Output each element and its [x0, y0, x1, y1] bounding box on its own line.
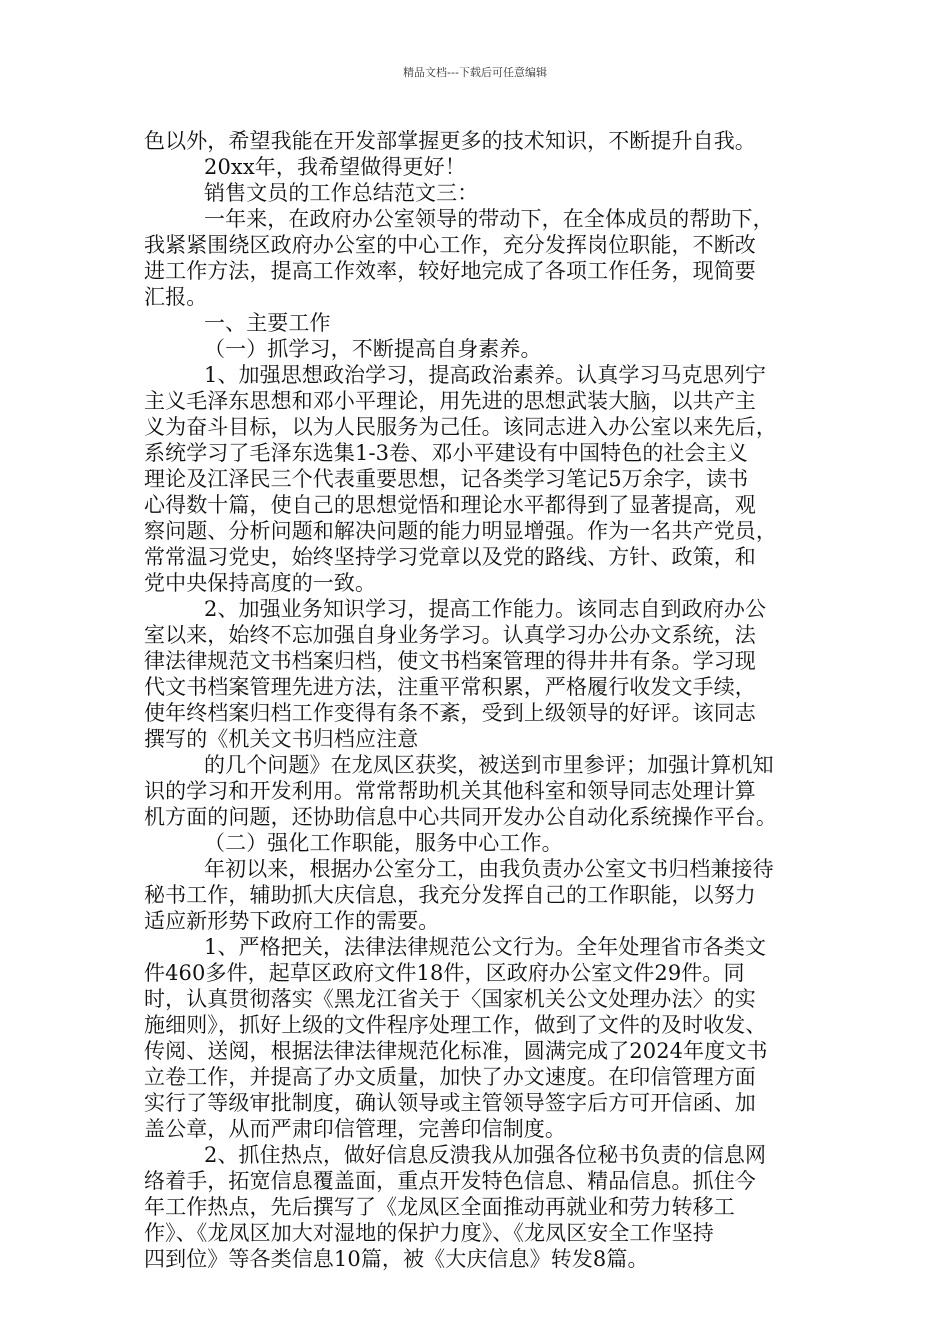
- text-line: 机方面的问题，还协助信息中心共同开发办公自动化系统操作平台。: [144, 805, 777, 829]
- text-line: 实行了等级审批制度，确认领导或主管领导签字后方可开信函、加: [144, 1091, 756, 1115]
- text-line: 年初以来，根据办公室分工，由我负责办公室文书归档兼接待: [204, 857, 774, 881]
- text-line: 秘书工作，辅助抓大庆信息，我充分发挥自己的工作职能，以努力: [144, 883, 756, 907]
- text-line: 识的学习和开发利用。常常帮助机关其他科室和领导同志处理计算: [144, 779, 756, 803]
- text-line: 察问题、分析问题和解决问题的能力明显增强。作为一名共产党员，: [144, 519, 777, 543]
- text-line: （一）抓学习，不断提高自身素养。: [204, 337, 542, 361]
- text-line: 进工作方法，提高工作效率，较好地完成了各项工作任务，现简要: [144, 259, 756, 283]
- text-line: 销售文员的工作总结范文三：: [204, 181, 479, 205]
- text-line: 时，认真贯彻落实《黑龙江省关于〈国家机关公文处理办法〉的实: [144, 987, 756, 1011]
- text-line: 作》、《龙凤区加大对湿地的保护力度》、《龙凤区安全工作坚持: [144, 1221, 714, 1245]
- text-line: 2、抓住热点，做好信息反溃我从加强各位秘书负责的信息网: [204, 1143, 767, 1167]
- text-line: 心得数十篇，使自己的思想觉悟和理论水平都得到了显著提高，观: [144, 493, 756, 517]
- text-line: 系统学习了毛泽东选集1-3卷、邓小平建设有中国特色的社会主义: [144, 441, 748, 465]
- text-line: 络着手，拓宽信息覆盖面，重点开发特色信息、精品信息。抓住今: [144, 1169, 756, 1193]
- text-line: 一年来，在政府办公室领导的带动下，在全体成员的帮助下，: [204, 207, 774, 231]
- text-line: 1、严格把关，法律法律规范公文行为。全年处理省市各类文: [204, 935, 767, 959]
- text-line: 室以来，始终不忘加强自身业务学习。认真学习办公办文系统，法: [144, 623, 756, 647]
- text-line: 件460多件，起草区政府文件18件，区政府办公室文件29件。同: [144, 961, 745, 985]
- text-line: 主义毛泽东思想和邓小平理论，用先进的思想武装大脑，以共产主: [144, 389, 756, 413]
- page-header: 精品文档---下载后可任意编辑: [403, 66, 547, 79]
- text-line: 常常温习党史，始终坚持学习党章以及党的路线、方针、政策，和: [144, 545, 756, 569]
- text-line: 施细则》，抓好上级的文件程序处理工作，做到了文件的及时收发、: [144, 1013, 767, 1037]
- text-line: 色以外，希望我能在开发部掌握更多的技术知识，不断提升自我。: [144, 129, 756, 153]
- text-line: 一、主要工作: [204, 311, 331, 335]
- text-line: 使年终档案归档工作变得有条不紊，受到上级领导的好评。该同志: [144, 701, 756, 725]
- text-line: （二）强化工作职能，服务中心工作。: [204, 831, 563, 855]
- text-line: 适应新形势下政府工作的需要。: [144, 909, 440, 933]
- text-line: 撰写的《机关文书归档应注意: [144, 727, 419, 751]
- text-line: 我紧紧围绕区政府办公室的中心工作，充分发挥岗位职能，不断改: [144, 233, 756, 257]
- text-line: 代文书档案管理先进方法，注重平常积累，严格履行收发文手续，: [144, 675, 756, 699]
- text-line: 立卷工作，并提高了办文质量，加快了办文速度。在印信管理方面: [144, 1065, 756, 1089]
- text-line: 党中央保持高度的一致。: [144, 571, 377, 595]
- text-line: 律法律规范文书档案归档，使文书档案管理的得井井有条。学习现: [144, 649, 756, 673]
- text-line: 2、加强业务知识学习，提高工作能力。该同志自到政府办公: [204, 597, 767, 621]
- document-body: [144, 128, 804, 1272]
- text-line: 年工作热点，先后撰写了《龙凤区全面推动再就业和劳力转移工: [144, 1195, 735, 1219]
- text-line: 义为奋斗目标，以为人民服务为己任。该同志进入办公室以来先后，: [144, 415, 777, 439]
- text-line: 1、加强思想政治学习，提高政治素养。认真学习马克思列宁: [204, 363, 767, 387]
- text-line: 盖公章，从而严肃印信管理，完善印信制度。: [144, 1117, 566, 1141]
- text-line: 20xx年，我希望做得更好！: [204, 155, 466, 179]
- text-line: 的几个问题》在龙凤区获奖，被送到市里参评；加强计算机知: [204, 753, 774, 777]
- text-line: 汇报。: [144, 285, 208, 309]
- text-line: 理论及江泽民三个代表重要思想，记各类学习笔记5万余字，读书: [144, 467, 749, 491]
- text-line: 传阅、送阅，根据法律法律规范化标准，圆满完成了2024年度文书: [144, 1039, 768, 1063]
- text-line: 四到位》等各类信息10篇，被《大庆信息》转发8篇。: [144, 1247, 649, 1271]
